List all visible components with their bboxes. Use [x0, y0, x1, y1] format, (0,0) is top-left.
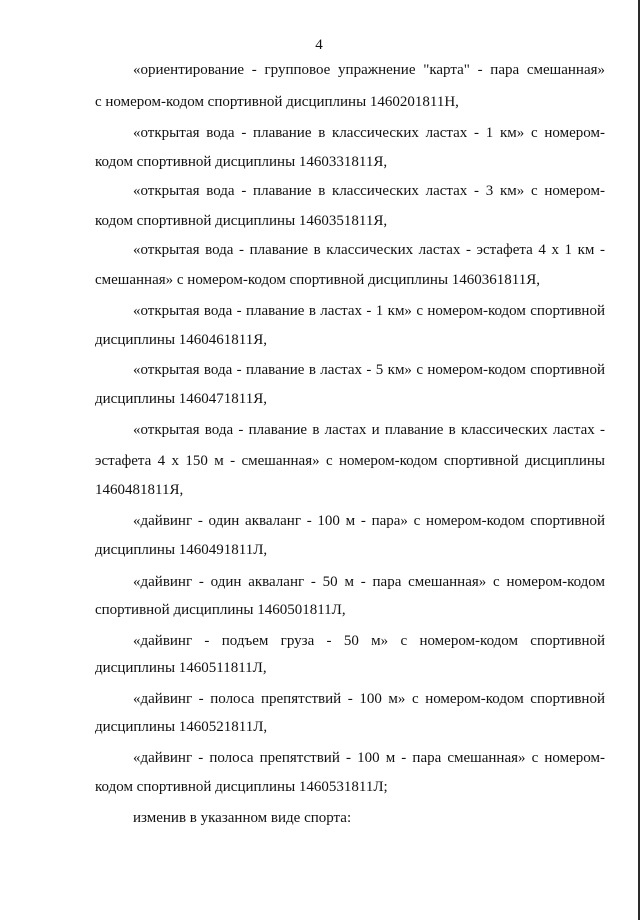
text-line: дисциплины 1460521811Л, [95, 719, 268, 735]
text-line: «дайвинг - один акваланг - 100 м - пара» с номером-кодом спортивной [133, 513, 605, 529]
text-line: 1460481811Я, [95, 482, 184, 498]
text-line: «ориентирование - групповое упражнение "карта" - пара смешанная» [133, 62, 605, 78]
text-line: «открытая вода - плавание в классических ластах - эстафета 4 х 1 км - [133, 242, 605, 258]
text-line: дисциплины 1460471811Я, [95, 391, 267, 407]
text-line: смешанная» с номером-кодом спортивной дисциплины 1460361811Я, [95, 272, 540, 288]
text-line: «дайвинг - подъем груза - 50 м» с номером-кодом спортивной [133, 633, 605, 649]
text-line: с номером-кодом спортивной дисциплины 1460201811Н, [95, 94, 459, 110]
text-line: «дайвинг - полоса препятствий - 100 м» с номером-кодом спортивной [133, 691, 605, 707]
text-line: дисциплины 1460491811Л, [95, 542, 268, 558]
text-line: спортивной дисциплины 1460501811Л, [95, 602, 346, 618]
text-line: эстафета 4 х 150 м - смешанная» с номером-кодом спортивной дисциплины [95, 453, 605, 469]
text-line: кодом спортивной дисциплины 1460531811Л; [95, 779, 388, 795]
text-line: кодом спортивной дисциплины 1460351811Я, [95, 213, 388, 229]
page-number: 4 [315, 37, 323, 53]
text-line: «открытая вода - плавание в ластах - 5 км» с номером-кодом спортивной [133, 362, 605, 378]
text-line: дисциплины 1460511811Л, [95, 660, 267, 676]
text-line: «открытая вода - плавание в ластах и плавание в классических ластах - [133, 422, 605, 438]
text-line: изменив в указанном виде спорта: [133, 810, 352, 826]
text-line: кодом спортивной дисциплины 1460331811Я, [95, 154, 388, 170]
text-line: «открытая вода - плавание в ластах - 1 км» с номером-кодом спортивной [133, 303, 605, 319]
text-line: дисциплины 1460461811Я, [95, 332, 267, 348]
text-line: «дайвинг - полоса препятствий - 100 м - пара смешанная» с номером- [133, 750, 605, 766]
text-line: «дайвинг - один акваланг - 50 м - пара смешанная» с номером-кодом [133, 574, 605, 590]
text-line: «открытая вода - плавание в классических ластах - 3 км» с номером- [133, 183, 605, 199]
text-line: «открытая вода - плавание в классических ластах - 1 км» с номером- [133, 125, 605, 141]
